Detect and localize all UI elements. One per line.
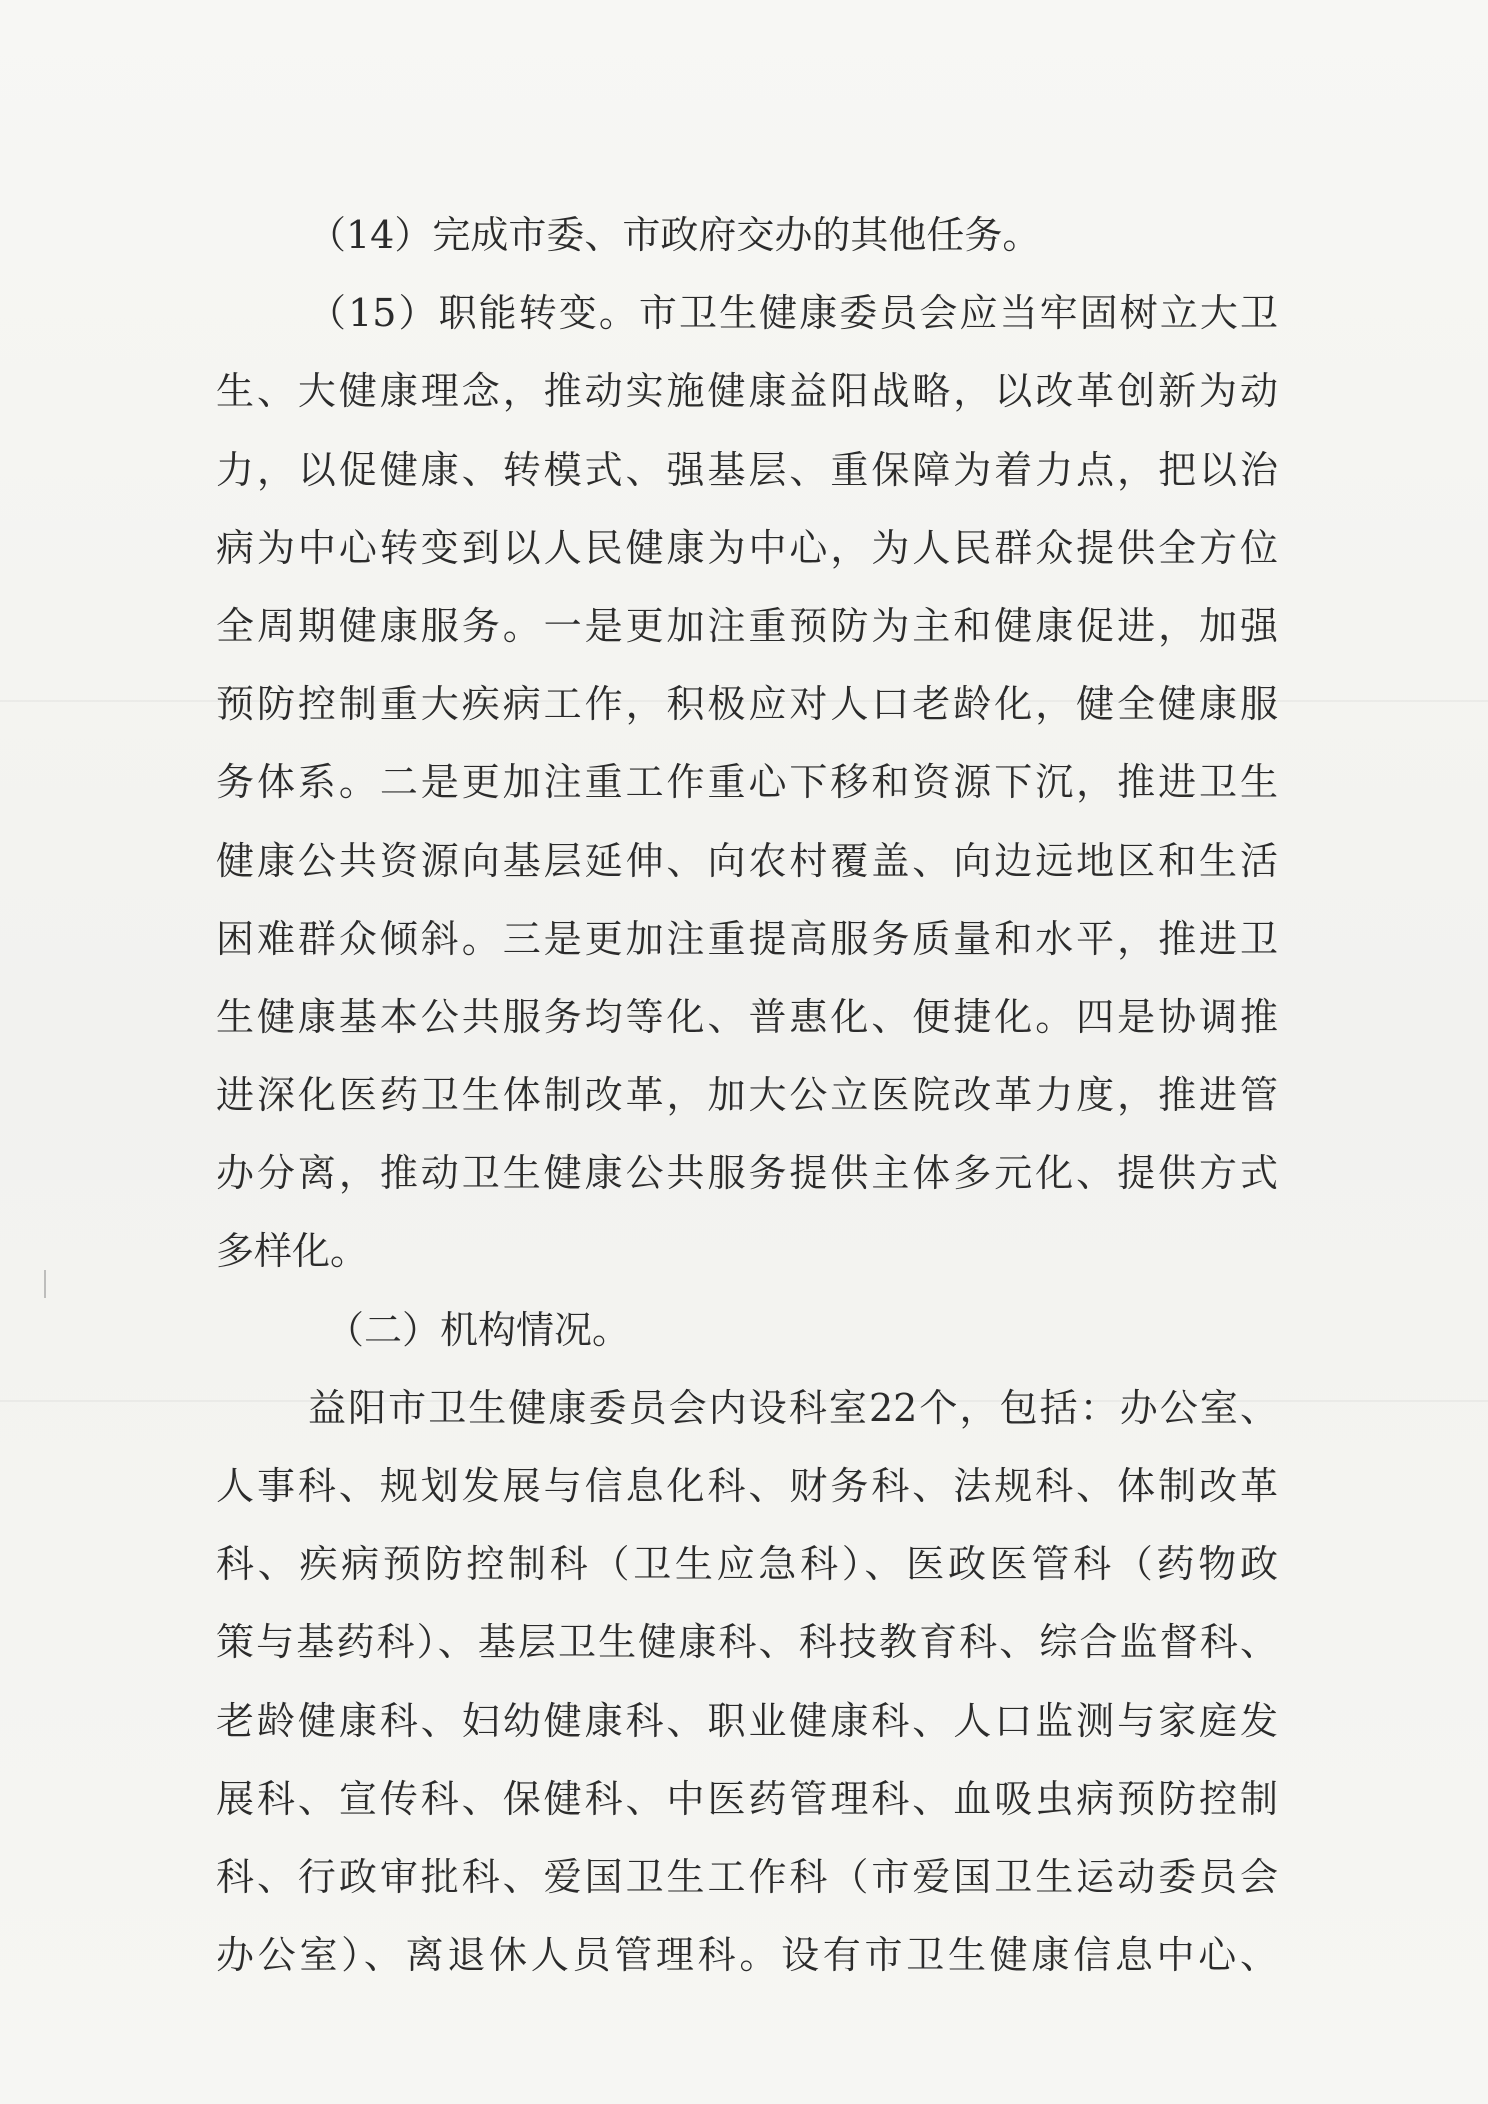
institution-paragraph-line: 办公室）、离退休人员管理科。设有市卫生健康信息中心、 <box>216 1933 1278 1978</box>
paragraph-15-line: 进深化医药卫生体制改革，加大公立医院改革力度，推进管 <box>216 1073 1278 1118</box>
scan-edge-mark <box>44 1270 46 1298</box>
paragraph-15-line: 办分离，推动卫生健康公共服务提供主体多元化、提供方式 <box>216 1151 1278 1196</box>
institution-paragraph-line: 策与基药科）、基层卫生健康科、科技教育科、综合监督科、 <box>216 1620 1278 1665</box>
institution-paragraph-line: 人事科、规划发展与信息化科、财务科、法规科、体制改革 <box>216 1464 1278 1508</box>
paragraph-14: （14）完成市委、市政府交办的其他任务。 <box>308 213 1041 257</box>
section-heading: （二）机构情况。 <box>326 1307 631 1352</box>
paragraph-15-line: （15）职能转变。市卫生健康委员会应当牢固树立大卫 <box>308 291 1278 336</box>
paragraph-15-line: 预防控制重大疾病工作，积极应对人口老龄化，健全健康服 <box>216 682 1278 727</box>
paragraph-15-line: 多样化。 <box>216 1229 369 1274</box>
paragraph-15-line: 病为中心转变到以人民健康为中心，为人民群众提供全方位 <box>216 525 1278 570</box>
document-body <box>216 196 1278 1994</box>
paragraph-15-line: 健康公共资源向基层延伸、向农村覆盖、向边远地区和生活 <box>216 838 1278 883</box>
paragraph-15-line: 生健康基本公共服务均等化、普惠化、便捷化。四是协调推 <box>216 994 1278 1039</box>
paragraph-15-line: 困难群众倾斜。三是更加注重提高服务质量和水平，推进卫 <box>216 916 1278 961</box>
institution-paragraph-line: 科、疾病预防控制科（卫生应急科）、医政医管科（药物政 <box>216 1542 1278 1587</box>
paragraph-15-line: 生、大健康理念，推动实施健康益阳战略，以改革创新为动 <box>216 369 1278 414</box>
institution-paragraph-line: 益阳市卫生健康委员会内设科室22个，包括：办公室、 <box>308 1385 1278 1430</box>
institution-paragraph-line: 展科、宣传科、保健科、中医药管理科、血吸虫病预防控制 <box>216 1776 1278 1821</box>
institution-paragraph-line: 老龄健康科、妇幼健康科、职业健康科、人口监测与家庭发 <box>216 1698 1278 1743</box>
paragraph-15-line: 全周期健康服务。一是更加注重预防为主和健康促进，加强 <box>216 603 1278 648</box>
paragraph-15-line: 力，以促健康、转模式、强基层、重保障为着力点，把以治 <box>216 447 1278 492</box>
institution-paragraph-line: 科、行政审批科、爱国卫生工作科（市爱国卫生运动委员会 <box>216 1854 1278 1899</box>
paragraph-15-line: 务体系。二是更加注重工作重心下移和资源下沉，推进卫生 <box>216 760 1278 805</box>
